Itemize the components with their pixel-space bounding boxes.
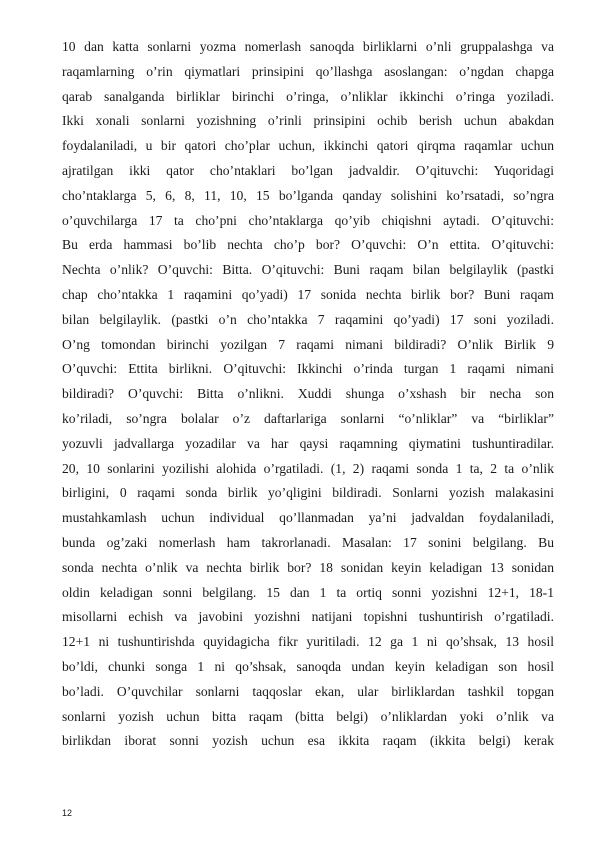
text-line: foydalaniladi, u bir qatori cho’plar uchun, ikkinchi qatori qirqma raqamlar uchun: [62, 138, 554, 154]
text-line: O’quvchi: Ettita birlikni. O’qituvchi: Ikkinchi o’rinda turgan 1 raqami nimani: [62, 361, 554, 377]
text-line: oldin keladigan sonni belgilang. 15 dan 1 ta ortiq sonni yozishni 12+1, 18-1: [62, 584, 554, 600]
text-line: O’ng tomondan birinchi yozilgan 7 raqami nimani bildiradi? O’nlik Birlik 9: [62, 336, 554, 352]
text-line: cho’ntaklarga 5, 6, 8, 11, 10, 15 bo’lganda qanday solishini ko’rsatadi, so’ngra: [62, 187, 554, 203]
text-line: yozuvli jadvallarga yozadilar va har qaysi raqamning qiymatini tushuntiradilar.: [62, 435, 554, 451]
text-line: birligini, 0 raqami sonda birlik yo’qligini bildiradi. Sonlarni yozish malakasini: [62, 485, 554, 501]
text-line: bo’ldi, chunki songa 1 ni qo’shsak, sanoqda undan keyin keladigan son hosil: [62, 658, 554, 674]
text-line: bunda og’zaki nomerlash ham takrorlanadi. Masalan: 17 sonini belgilang. Bu: [62, 534, 554, 550]
text-line: ajratilgan ikki qator cho’ntaklari bo’lgan jadvaldir. O’qituvchi: Yuqoridagi: [62, 162, 554, 178]
text-line: bildiradi? O’quvchi: Bitta o’nlikni. Xuddi shunga o’xshash bir necha son: [62, 386, 554, 402]
text-line: 12+1 ni tushuntirishda quyidagicha fikr yuritiladi. 12 ga 1 ni qo’shsak, 13 hosil: [62, 634, 554, 650]
text-line: Nechta o’nlik? O’quvchi: Bitta. O’qituvchi: Buni raqam bilan belgilaylik (pastki: [62, 262, 554, 278]
text-line: chap cho’ntakka 1 raqamini qo’yadi) 17 sonida nechta birlik bor? Buni raqam: [62, 286, 554, 302]
text-line: Ikki xonali sonlarni yozishning o’rinli prinsipini ochib berish uchun abakdan: [62, 113, 554, 129]
text-line: misollarni echish va javobini yozishni natijani topishni tushuntirish o’rgatiladi.: [62, 609, 554, 625]
text-line: mustahkamlash uchun individual qo’llanmadan ya’ni jadvaldan foydalaniladi,: [62, 510, 554, 526]
text-line: sonda nechta o’nlik va nechta birlik bor? 18 sonidan keyin keladigan 13 sonidan: [62, 559, 554, 575]
text-line: ko’riladi, so’ngra bolalar o’z daftarlariga sonlarni “o’nliklar” va “birliklar”: [62, 410, 554, 426]
text-line: raqamlarning o’rin qiymatlari prinsipini qo’llashga asoslangan: o’ngdan chapga: [62, 63, 554, 79]
page-number: 12: [62, 808, 73, 818]
text-line: bo’ladi. O’quvchilar sonlarni taqqoslar ekan, ular birliklardan tashkil topgan: [62, 683, 554, 699]
text-line: birlikdan iborat sonni yozish uchun esa ikkita raqam (ikkita belgi) kerak: [62, 733, 554, 749]
body-text: [62, 35, 554, 754]
text-line: 10 dan katta sonlarni yozma nomerlash sanoqda birliklarni o’nli gruppalashga va: [62, 39, 554, 54]
text-line: bilan belgilaylik. (pastki o’n cho’ntakka 7 raqamini qo’yadi) 17 soni yoziladi.: [62, 311, 554, 327]
text-line: Bu erda hammasi bo’lib nechta cho’p bor? O’quvchi: O’n ettita. O’qituvchi:: [62, 237, 554, 253]
text-line: sonlarni yozish uchun bitta raqam (bitta belgi) o’nliklardan yoki o’nlik va: [62, 708, 554, 724]
text-line: o’quvchilarga 17 ta cho’pni cho’ntaklarga qo’yib chiqishni aytadi. O’qituvchi:: [62, 212, 554, 228]
text-line: qarab sanalganda birliklar birinchi o’ringa, o’nliklar ikkinchi o’ringa yoziladi.: [62, 88, 554, 104]
text-line: 20, 10 sonlarini yozilishi alohida o’rgatiladi. (1, 2) raqami sonda 1 ta, 2 ta o’nlik: [62, 460, 554, 476]
